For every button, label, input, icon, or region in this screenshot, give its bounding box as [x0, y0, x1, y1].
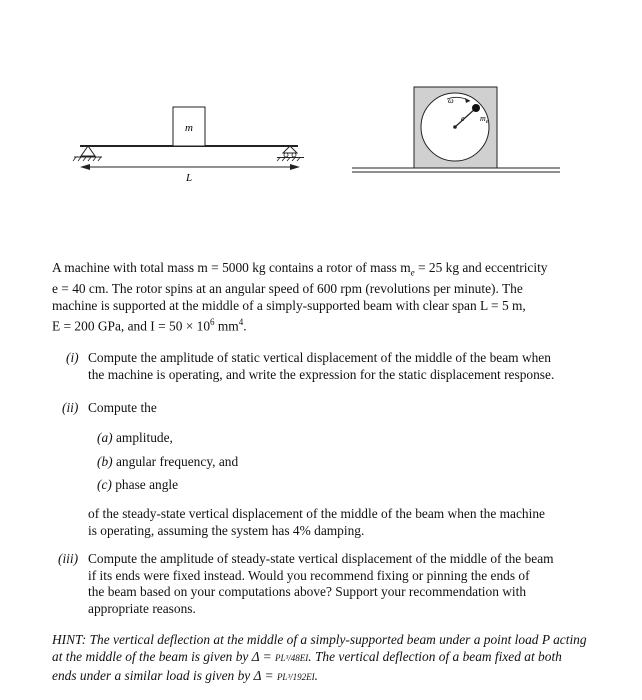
hint-paragraph — [52, 631, 602, 686]
item-3-number: (iii) — [58, 551, 79, 566]
subitem-a: (a) amplitude, — [97, 430, 173, 445]
item-2-after-text: of the steady-state vertical displacement of the middle of the beam when the machine is operating, assuming the system has 4% damping. — [88, 506, 545, 538]
mass-label: m — [185, 122, 193, 134]
machine-rotor-diagram — [352, 87, 560, 172]
hint-line-2: at the middle of the beam is given by Δ = PL³/48EI. The vertical deflection of a beam fixed at both — [52, 649, 562, 664]
intro-line-3: machine is supported at the middle of a simply-supported beam with clear span L = 5 m, — [52, 297, 526, 313]
rotor-mass-label: $m_e$ — [480, 114, 489, 125]
left-pin-support — [73, 146, 102, 161]
item-3-text: Compute the amplitude of steady-state vertical displacement of the middle of the beam if its ends were fixed instead. Would you recommend fixing or pinning the ends of the beam based on your computations above? Support your recommendation with appropriate reasons. — [88, 551, 554, 616]
beam-diagram — [73, 107, 304, 184]
span-dimension-arrow — [80, 164, 300, 170]
item-2-text: Compute the — [88, 400, 157, 415]
intro-line-1: A machine with total mass m = 5000 kg contains a rotor of mass $m_e = 25$ kg and eccentricity — [52, 260, 548, 278]
omega-label: ω — [448, 96, 454, 105]
problem-figure — [0, 0, 642, 230]
hint-line-3: ends under a similar load is given by Δ = PL³/192EI. — [52, 668, 318, 683]
rotor-mass-dot — [472, 104, 480, 112]
item-2-number: (ii) — [62, 400, 79, 415]
right-roller-support — [277, 146, 304, 161]
intro-line-2: e = 40 cm. The rotor spins at an angular speed of 600 rpm (revolutions per minute). The — [52, 281, 523, 297]
item-1-number: (i) — [66, 350, 79, 365]
subitem-c: (c) phase angle — [97, 477, 179, 492]
item-1-text: Compute the amplitude of static vertical displacement of the middle of the beam when the machine is operating, and write the expression for the static displacement response. — [88, 350, 555, 382]
figure-svg — [0, 0, 642, 230]
problem-statement — [52, 260, 602, 335]
span-label: L — [185, 172, 193, 184]
subitem-b: (b) angular frequency, and — [97, 454, 239, 469]
intro-line-4: E = 200 GPa, and $I = 50 \times 10^6$ $mm^4$. — [52, 317, 247, 334]
hint-line-1: HINT: The vertical deflection at the middle of a simply-supported beam under a point load P acting — [52, 632, 587, 647]
eccentricity-label: e — [461, 114, 465, 123]
